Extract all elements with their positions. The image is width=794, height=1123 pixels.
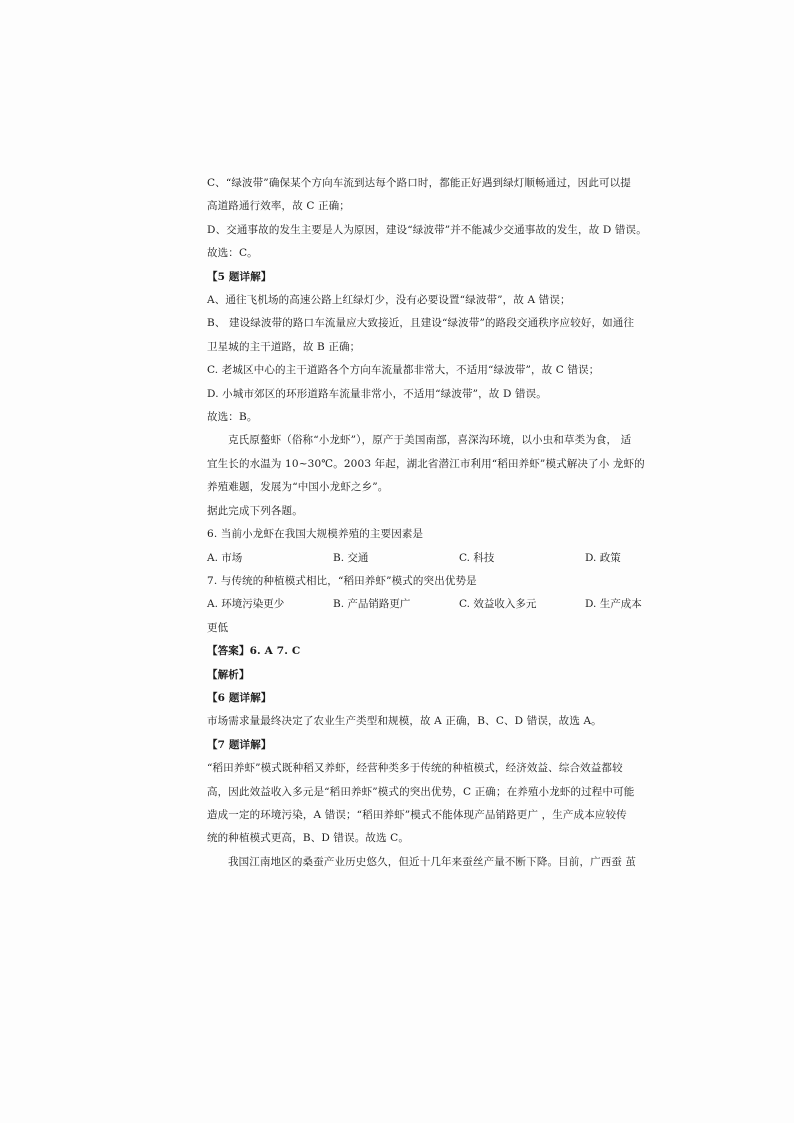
- text-line: 卫星城的主干道路，故 B 正确；: [207, 340, 361, 353]
- passage-line: 养殖难题，发展为“中国小龙虾之乡”。: [207, 481, 389, 494]
- section-heading: 【7 题详解】: [207, 738, 272, 751]
- question-6: 6. 当前小龙虾在我国大规模养殖的主要因素是: [207, 528, 424, 541]
- text-line: C. 老城区中心的主干道路各个方向车流量都非常大，不适用“绿波带”，故 C 错误；: [207, 364, 600, 377]
- document-body: [207, 172, 651, 874]
- passage-line: 克氏原螯虾（俗称“小龙虾”），原产于美国南部，喜深沟环境，以小虫和草类为食， 适: [228, 434, 632, 447]
- option-b: B. 产品销路更广: [333, 598, 411, 611]
- answer-line: 【答案】6. A 7. C: [207, 645, 301, 658]
- text-line: C、“绿波带”确保某个方向车流到达每个路口时，都能正好遇到绿灯顺畅通过，因此可以提: [207, 177, 631, 189]
- option-a: A. 市场: [207, 551, 243, 564]
- instruction-line: 据此完成下列各题。: [207, 504, 303, 517]
- text-line: 高道路通行效率，故 C 正确；: [207, 200, 350, 213]
- section-heading: 【5 题详解】: [207, 270, 272, 283]
- text-line: D、交通事故的发生主要是人为原因，建设“绿波带”并不能减少交通事故的发生，故 D 错误。: [207, 223, 647, 236]
- text-line: 统的种植模式更高，B、D 错误。故选 C。: [207, 832, 409, 845]
- question-6-options: [207, 547, 651, 570]
- section-heading: 【解析】: [207, 668, 250, 681]
- text-line: 故选：B。: [207, 411, 258, 424]
- text-line: 高，因此效益收入多元是“稻田养虾”模式的突出优势，C 正确；在养殖小龙虾的过程中可能: [207, 785, 635, 798]
- option-c: C. 效益收入多元: [459, 598, 537, 611]
- text-line: D. 小城市郊区的环形道路车流量非常小，不适用“绿波带”，故 D 错误。: [207, 387, 547, 400]
- text-line: 故选：C。: [207, 247, 258, 260]
- option-a: A. 环境污染更少: [207, 598, 285, 611]
- question-7: 7. 与传统的种植模式相比，“稻田养虾”模式的突出优势是: [207, 574, 477, 587]
- passage-line: 我国江南地区的桑蚕产业历史悠久，但近十几年来蚕丝产量不断下降。目前，广西蚕 茧: [228, 855, 637, 868]
- passage-line: 宜生长的水温为 10~30℃。2003 年起，湖北省潜江市利用“稻田养虾”模式解决了小 龙虾的: [207, 457, 645, 470]
- option-d: D. 政策: [585, 551, 621, 564]
- option-b: B. 交通: [333, 551, 369, 564]
- text-line: A、通往飞机场的高速公路上红绿灯少，没有必要设置“绿波带”，故 A 错误；: [207, 294, 571, 307]
- option-d: D. 生产成本: [585, 598, 642, 611]
- text-line: B、 建设绿波带的路口车流量应大致接近，且建设“绿波带”的路段交通秩序应较好，如通往: [207, 317, 635, 330]
- text-line: 造成一定的环境污染，A 错误；“稻田养虾”模式不能体现产品销路更广 ，生产成本应较传: [207, 808, 627, 821]
- text-line: 市场需求量最终决定了农业生产类型和规模，故 A 正确，B、C、D 错误，故选 A。: [207, 715, 602, 728]
- question-7-options: [207, 593, 651, 616]
- text-line: 更低: [207, 621, 229, 634]
- option-c: C. 科技: [459, 551, 495, 564]
- text-line: “稻田养虾”模式既种稻又养虾，经营种类多于传统的种植模式，经济效益、综合效益都较: [207, 762, 623, 775]
- section-heading: 【6 题详解】: [207, 691, 272, 704]
